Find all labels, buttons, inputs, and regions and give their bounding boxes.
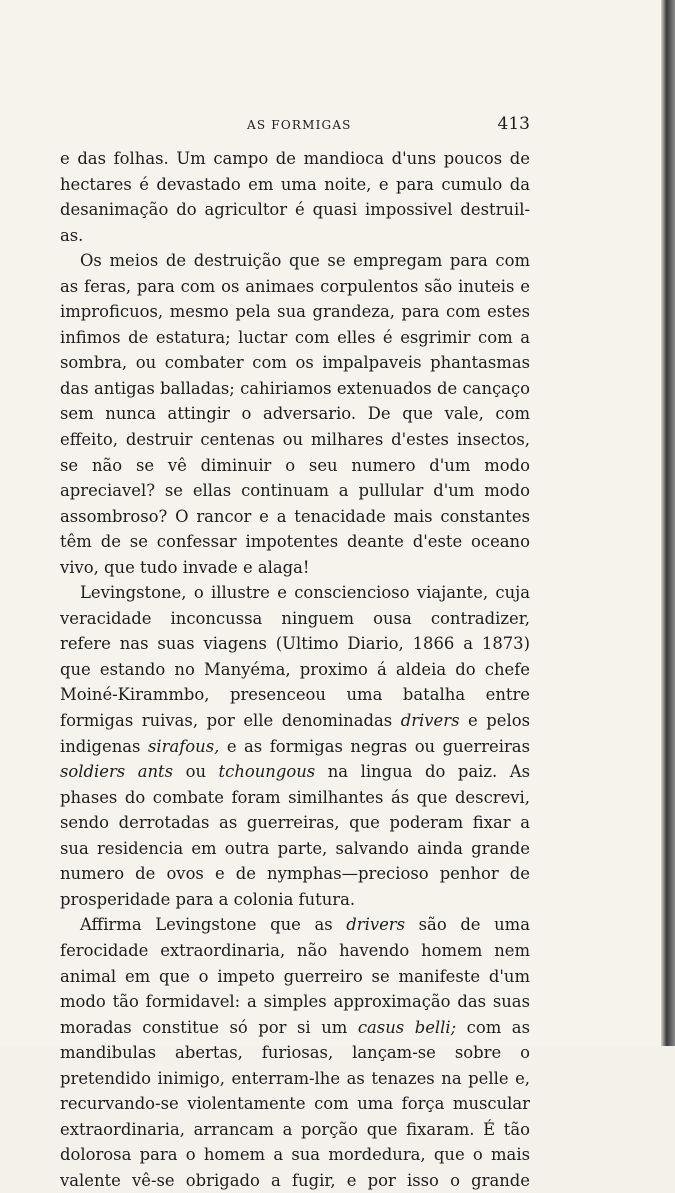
italic-term: casus belli; <box>357 1017 457 1037</box>
text-run: Os meios de destruição que se empregam para com as feras, para com os animaes corpulentos são inuteis e improficuos, mesmo pela sua grandeza, para com estes infimos de estatura; luctar com elles é esgrimir com a sombra, ou combater com os impalpaveis phantasmas das antigas balladas; cahiriamos extenuados de cançaço sem nunca attingir o adversario. De que vale, com effeito, destruir centenas ou milhares d'estes insectos, se não se vê diminuir o seu numero d'um modo apreciavel? se ellas continuam a pullular d'um modo assombroso? O rancor e a tenacidade mais constantes têm de se confessar impotentes deante d'este oceano vivo, que tudo invade e alaga! <box>60 251 530 577</box>
running-title: AS FORMIGAS <box>247 118 352 132</box>
page-edge-shadow <box>661 0 675 1046</box>
italic-term: drivers <box>346 915 406 935</box>
body-text <box>60 146 530 1193</box>
paragraph <box>60 580 530 912</box>
page-header <box>60 114 530 138</box>
italic-term: soldiers ants <box>60 762 174 782</box>
text-run: e pelos indigenas <box>60 711 530 756</box>
paragraph <box>60 248 530 580</box>
paragraph <box>60 912 530 1193</box>
text-run: são de uma ferocidade extraordinaria, não havendo homem nem animal em que o impeto guerreiro se manifeste d'um modo tão formidavel: a simples approximação das suas moradas constitue só por si um <box>60 915 530 1037</box>
text-run: e das folhas. Um campo de mandioca d'uns poucos de hectares é devastado em uma noite, e para cumulo da desanimação do agricultor é quasi impossivel destruil-as. <box>60 149 530 245</box>
italic-term: tchoungous <box>218 762 316 782</box>
text-run: ou <box>173 762 219 782</box>
text-run: com as mandibulas abertas, furiosas, lançam-se sobre o pretendido inimigo, enterram-lhe as tenazes na pelle e, recurvando-se violentamente com uma força muscular extraordinaria, arrancam a porção que fixaram. É tão dolorosa para o homem a sua mordedura, que o mais valente vê-se obrigado a fugir, e por isso o grande <box>60 1017 530 1190</box>
text-run: Levingstone, o illustre e consciencioso viajante, cuja veracidade inconcussa ninguem ousa contradizer, refere nas suas viagens (Ultimo Diario, 1866 a 1873) que estando no Manyéma, proximo á aldeia do chefe Moiné-Kirammbo, presenceou uma batalha entre formigas ruivas, por elle denominadas <box>60 583 530 731</box>
paragraph <box>60 146 530 248</box>
text-run: na lingua do paiz. As phases do combate foram similhantes ás que descrevi, sendo derrotadas as guerreiras, que poderam fixar a sua residencia em outra parte, salvando ainda grande numero de ovos e de nymphas—precioso penhor de prosperidade para a colonia futura. <box>60 762 530 909</box>
text-run: Affirma Levingstone que as <box>80 915 347 935</box>
italic-term: drivers <box>400 711 460 731</box>
text-run: e as formigas negras ou guerreiras <box>219 736 530 756</box>
page-number: 413 <box>497 114 530 134</box>
italic-term: sirafous, <box>147 736 220 756</box>
